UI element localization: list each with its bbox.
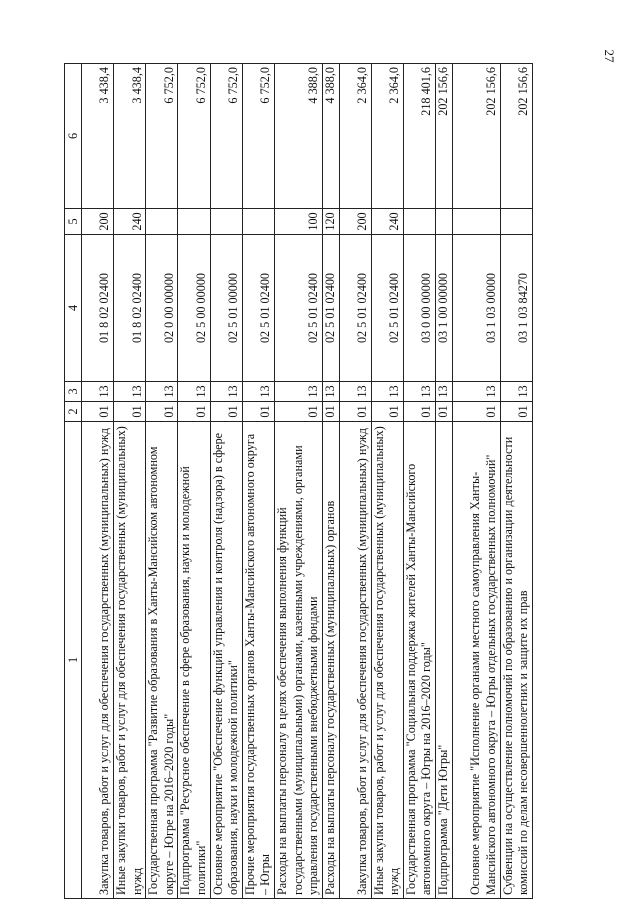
row-section: 01 [82, 402, 114, 422]
row-section: 01 [146, 402, 178, 422]
header-row [65, 64, 82, 899]
row-expense-type [178, 209, 210, 235]
row-target-code: 02 5 01 02400 [371, 235, 403, 382]
row-amount: 2 364,0 [371, 64, 403, 209]
row-subsection: 13 [322, 382, 339, 402]
row-subsection: 13 [210, 382, 242, 402]
table-row [82, 64, 114, 899]
row-name: Подпрограмма "Ресурсное обеспечение в сфере образования, науки и молодежной политики" [178, 422, 210, 899]
table-row [371, 64, 403, 899]
table-row [146, 64, 178, 899]
row-expense-type: 240 [114, 209, 146, 235]
row-name: Закупка товаров, работ и услуг для обеспечения государственных (муниципальных) нужд [82, 422, 114, 899]
row-target-code: 03 1 03 84270 [500, 235, 532, 382]
table-row [500, 64, 532, 899]
table-row [322, 64, 339, 899]
row-section: 01 [114, 402, 146, 422]
row-amount: 4 388,0 [322, 64, 339, 209]
row-section: 01 [322, 402, 339, 422]
row-name: Основное мероприятие "Обеспечение функций управления и контроля (надзора) в сфере образования, науки и молодежной политики" [210, 422, 242, 899]
row-section: 01 [242, 402, 274, 422]
row-section: 01 [403, 402, 435, 422]
row-amount: 6 752,0 [242, 64, 274, 209]
row-subsection: 13 [403, 382, 435, 402]
table-row [178, 64, 210, 899]
row-target-code: 03 1 00 00000 [435, 235, 452, 382]
table-row [339, 64, 371, 899]
row-expense-type [403, 209, 435, 235]
row-section: 01 [435, 402, 452, 422]
table-row [452, 64, 500, 899]
row-amount: 3 438,4 [82, 64, 114, 209]
header-col-3: 3 [65, 382, 82, 402]
row-subsection: 13 [435, 382, 452, 402]
row-subsection: 13 [339, 382, 371, 402]
table-row [403, 64, 435, 899]
row-amount: 202 156,6 [500, 64, 532, 209]
budget-table [64, 63, 533, 899]
row-amount: 202 156,6 [435, 64, 452, 209]
row-target-code: 01 8 02 02400 [82, 235, 114, 382]
row-section: 01 [178, 402, 210, 422]
row-name: Иные закупки товаров, работ и услуг для обеспечения государственных (муниципальных) нужд [371, 422, 403, 899]
row-expense-type [435, 209, 452, 235]
row-target-code: 02 5 00 00000 [178, 235, 210, 382]
row-subsection: 13 [82, 382, 114, 402]
page-number: 27 [602, 49, 617, 63]
header-col-6: 6 [65, 64, 82, 209]
row-subsection: 13 [452, 382, 500, 402]
row-amount: 202 156,6 [452, 64, 500, 209]
row-subsection: 13 [178, 382, 210, 402]
row-expense-type: 120 [322, 209, 339, 235]
rotated-table-container [64, 64, 576, 899]
row-name: Государственная программа "Социальная поддержка жителей Ханты-Мансийского автономного округа – Югры на 2016–2020 годы" [403, 422, 435, 899]
row-expense-type [146, 209, 178, 235]
row-expense-type: 240 [371, 209, 403, 235]
row-expense-type [452, 209, 500, 235]
row-section: 01 [339, 402, 371, 422]
row-name: Расходы на выплаты персоналу в целях обеспечения выполнения функций государственными (муниципальными) органами, казенными учреждениями, органами управления государственными внебюджетными фондами [274, 422, 322, 899]
row-section: 01 [210, 402, 242, 422]
row-name: Иные закупки товаров, работ и услуг для обеспечения государственных (муниципальных) нужд [114, 422, 146, 899]
row-expense-type [500, 209, 532, 235]
row-name: Закупка товаров, работ и услуг для обеспечения государственных (муниципальных) нужд [339, 422, 371, 899]
row-expense-type: 200 [339, 209, 371, 235]
row-amount: 6 752,0 [178, 64, 210, 209]
row-expense-type: 200 [82, 209, 114, 235]
row-subsection: 13 [146, 382, 178, 402]
row-target-code: 01 8 02 02400 [114, 235, 146, 382]
row-name: Расходы на выплаты персоналу государственных (муниципальных) органов [322, 422, 339, 899]
header-col-1: 1 [65, 422, 82, 899]
table-row [114, 64, 146, 899]
row-target-code: 03 1 03 00000 [452, 235, 500, 382]
table-row [274, 64, 322, 899]
row-subsection: 13 [371, 382, 403, 402]
row-expense-type: 100 [274, 209, 322, 235]
row-amount: 2 364,0 [339, 64, 371, 209]
row-amount: 218 401,6 [403, 64, 435, 209]
header-col-4: 4 [65, 235, 82, 382]
row-subsection: 13 [114, 382, 146, 402]
row-subsection: 13 [274, 382, 322, 402]
row-target-code: 02 5 01 02400 [242, 235, 274, 382]
row-amount: 6 752,0 [146, 64, 178, 209]
header-col-5: 5 [65, 209, 82, 235]
row-expense-type [242, 209, 274, 235]
row-target-code: 02 5 01 02400 [274, 235, 322, 382]
row-target-code: 02 5 01 02400 [339, 235, 371, 382]
row-section: 01 [500, 402, 532, 422]
row-name: Подпрограмма "Дети Югры" [435, 422, 452, 899]
row-name: Основное мероприятие "Исполнение органами местного самоуправления Ханты-Мансийского автономного округа – Югры отдельных государственных полномочий" [452, 422, 500, 899]
row-expense-type [210, 209, 242, 235]
row-name: Прочие мероприятия государственных органов Ханты-Мансийского автономного округа – Югры [242, 422, 274, 899]
row-target-code: 02 5 01 02400 [322, 235, 339, 382]
row-section: 01 [452, 402, 500, 422]
row-target-code: 02 0 00 00000 [146, 235, 178, 382]
row-section: 01 [371, 402, 403, 422]
row-name: Субвенции на осуществление полномочий по образованию и организации деятельности комиссий по делам несовершеннолетних и защите их прав [500, 422, 532, 899]
table-row [435, 64, 452, 899]
row-target-code: 03 0 00 00000 [403, 235, 435, 382]
row-amount: 3 438,4 [114, 64, 146, 209]
row-amount: 6 752,0 [210, 64, 242, 209]
row-subsection: 13 [242, 382, 274, 402]
row-target-code: 02 5 01 00000 [210, 235, 242, 382]
row-section: 01 [274, 402, 322, 422]
table-row [210, 64, 242, 899]
row-subsection: 13 [500, 382, 532, 402]
row-amount: 4 388,0 [274, 64, 322, 209]
row-name: Государственная программа "Развитие образования в Ханты-Мансийском автономном округе – Югре на 2016–2020 годы" [146, 422, 178, 899]
table-row [242, 64, 274, 899]
header-col-2: 2 [65, 402, 82, 422]
